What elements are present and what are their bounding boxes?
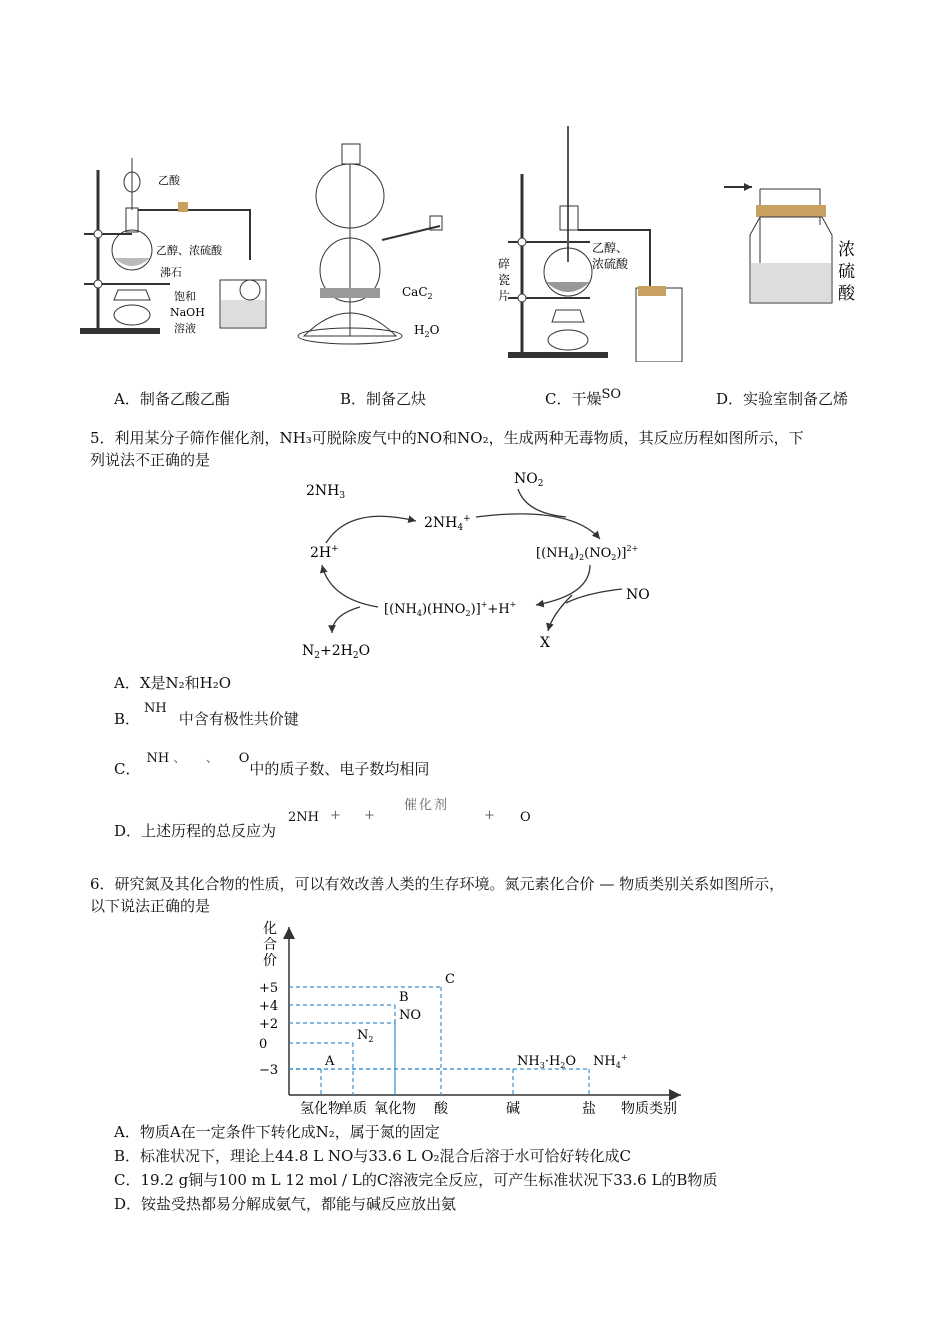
q4-option-d: D．实验室制备乙烯 — [716, 390, 849, 408]
point-label-nh: $NH_3\cdot H_2O$ — [517, 1054, 577, 1070]
x-category-label: 氢化物 — [300, 1101, 342, 1115]
point-label-no: NO — [399, 1008, 422, 1023]
diagram-h: 2H+ — [310, 544, 339, 561]
q5-option-d-prefix: D．上述历程的总反应为 — [114, 822, 277, 840]
diagram-nh3: $2NH_3$ — [306, 483, 346, 501]
label-ethanol: 乙醇、 — [592, 241, 629, 255]
q5-option-b-suffix: 中含有极性共价键 — [178, 710, 299, 728]
label-zeolite: 沸石 — [160, 266, 182, 279]
y-tick-label: +2 — [259, 1017, 279, 1032]
q5-option-a: A．X是N₂和H₂O — [114, 674, 232, 692]
q5-option-c-sep1: 、 — [173, 751, 180, 766]
q5-option-b — [114, 701, 299, 732]
y-tick-label: +4 — [259, 999, 279, 1014]
y-tick-label: 0 — [259, 1037, 268, 1052]
q5-d-plus1: + — [330, 808, 341, 823]
q4-option-b: B．制备乙炔 — [340, 390, 427, 408]
label-broken-3: 片 — [498, 289, 511, 303]
label-conc: 浓 — [838, 240, 855, 260]
arrow-no2-in — [518, 489, 566, 517]
q6-option-d: D．铵盐受热都易分解成氨气，都能与碱反应放出氨 — [114, 1195, 457, 1213]
diagram-n2-water: $N_2+2H_2O$ — [302, 643, 371, 661]
y-axis-label-char: 化 — [263, 921, 277, 937]
q4-option-c — [545, 388, 621, 412]
x-axis-label: 物质类别 — [621, 1101, 677, 1115]
label-naoh: NaOH — [170, 306, 205, 319]
label-acetic-acid: 乙酸 — [158, 174, 180, 187]
q5-option-b-prefix: B． — [114, 710, 141, 728]
q5-d-formula1: 2NH — [288, 810, 319, 825]
q5-option-c-formula1: NH — [146, 751, 170, 766]
q6-option-b: B．标准状况下，理论上44.8 L NO与33.6 L O₂混合后溶于水可恰好转化成C — [114, 1147, 632, 1165]
arrow-h-to-nh4 — [326, 516, 416, 543]
y-axis-label-char: 合 — [263, 937, 277, 953]
x-category-label: 盐 — [582, 1101, 596, 1115]
apparatus-a-figure — [70, 150, 290, 350]
arrow-n2-out — [332, 607, 360, 633]
arrow-complex2-to-h — [322, 565, 378, 607]
q5-d-plus3: + — [484, 808, 495, 823]
x-category-label: 碱 — [506, 1101, 520, 1115]
q5-reaction-diagram — [290, 465, 670, 665]
diagram-complex1: $[(NH_4)_2(NO_2)]^{2+}$ — [536, 544, 639, 562]
q5-option-c — [114, 751, 430, 782]
y-tick-label: +5 — [259, 981, 279, 996]
q5-d-plus2: + — [364, 808, 375, 823]
diagram-no: NO — [626, 587, 650, 603]
point-label-nh: $NH_4^+$ — [593, 1053, 628, 1070]
point-label-c: C — [445, 972, 455, 987]
diagram-complex2: $[(NH_4)(HNO_2)]^++H^+$ — [384, 600, 517, 618]
q4-option-c-prefix: C．干燥 — [545, 390, 602, 408]
diagram-nh4: $2NH_4^+$ — [424, 514, 471, 533]
q5-d-formula2: O — [520, 810, 531, 825]
arrow-nh4-to-complex1 — [476, 514, 600, 539]
q6-option-a: A．物质A在一定条件下转化成N₂，属于氮的固定 — [114, 1123, 440, 1141]
label-broken-2: 瓷 — [498, 273, 511, 287]
q6-stem-line2: 以下说法正确的是 — [90, 897, 211, 915]
arrow-x-out — [548, 595, 572, 631]
q6-valence-chart — [255, 915, 695, 1115]
label-broken-1: 碎 — [498, 257, 511, 271]
q5-option-c-suffix: 中的质子数、电子数均相同 — [249, 760, 430, 778]
diagram-x: X — [540, 635, 550, 651]
diagram-no2: $NO_2$ — [514, 471, 544, 489]
label-solution: 溶液 — [174, 322, 196, 335]
q5-option-d — [114, 820, 276, 842]
label-sulfuric: 浓硫酸 — [592, 257, 629, 271]
point-label-n: $N_2$ — [357, 1028, 374, 1044]
q6-option-c: C．19.2 g铜与100 m L 12 mol / L的C溶液完全反应，可产生标准状况下33.6 L的B物质 — [114, 1171, 718, 1189]
x-category-label: 氧化物 — [374, 1101, 416, 1115]
q5-stem-line2: 列说法不正确的是 — [90, 451, 211, 469]
q5-d-catalyst: 催化剂 — [404, 798, 450, 813]
label-acid: 酸 — [838, 284, 855, 304]
x-category-label: 单质 — [339, 1101, 367, 1115]
q4-option-c-formula: SO — [601, 387, 622, 402]
arrow-complex1-to-complex2 — [536, 565, 590, 605]
apparatus-b-figure — [290, 140, 480, 350]
q4-option-a: A．制备乙酸乙酯 — [114, 390, 230, 408]
q5-option-c-formula2: O — [238, 751, 250, 766]
apparatus-c-figure — [490, 122, 705, 362]
label-sulfur: 硫 — [838, 262, 855, 282]
y-tick-label: −3 — [259, 1063, 279, 1078]
label-cac2: CaC$_2$ — [402, 285, 433, 301]
q5-option-c-prefix: C． — [114, 760, 141, 778]
q5-stem-line1: 5．利用某分子筛作催化剂，NH₃可脱除废气中的NO和NO₂，生成两种无毒物质，其反应历程如图所示，下 — [90, 429, 804, 447]
point-label-b: B — [399, 990, 409, 1005]
label-water: $H_2O$ — [414, 323, 440, 339]
point-label-a: A — [325, 1054, 335, 1069]
y-axis-label-char: 价 — [263, 953, 277, 969]
q5-option-c-sep2: 、 — [205, 751, 219, 766]
q5-option-b-formula: NH — [144, 701, 167, 716]
q6-stem-line1: 6．研究氮及其化合物的性质，可以有效改善人类的生存环境。氮元素化合价 — 物质类别关系如图所示， — [90, 875, 785, 893]
apparatus-d-figure — [720, 175, 860, 315]
label-saturated: 饱和 — [174, 290, 196, 303]
label-ethanol-sulfuric: 乙醇、浓硫酸 — [156, 244, 222, 257]
x-category-label: 酸 — [434, 1101, 448, 1115]
